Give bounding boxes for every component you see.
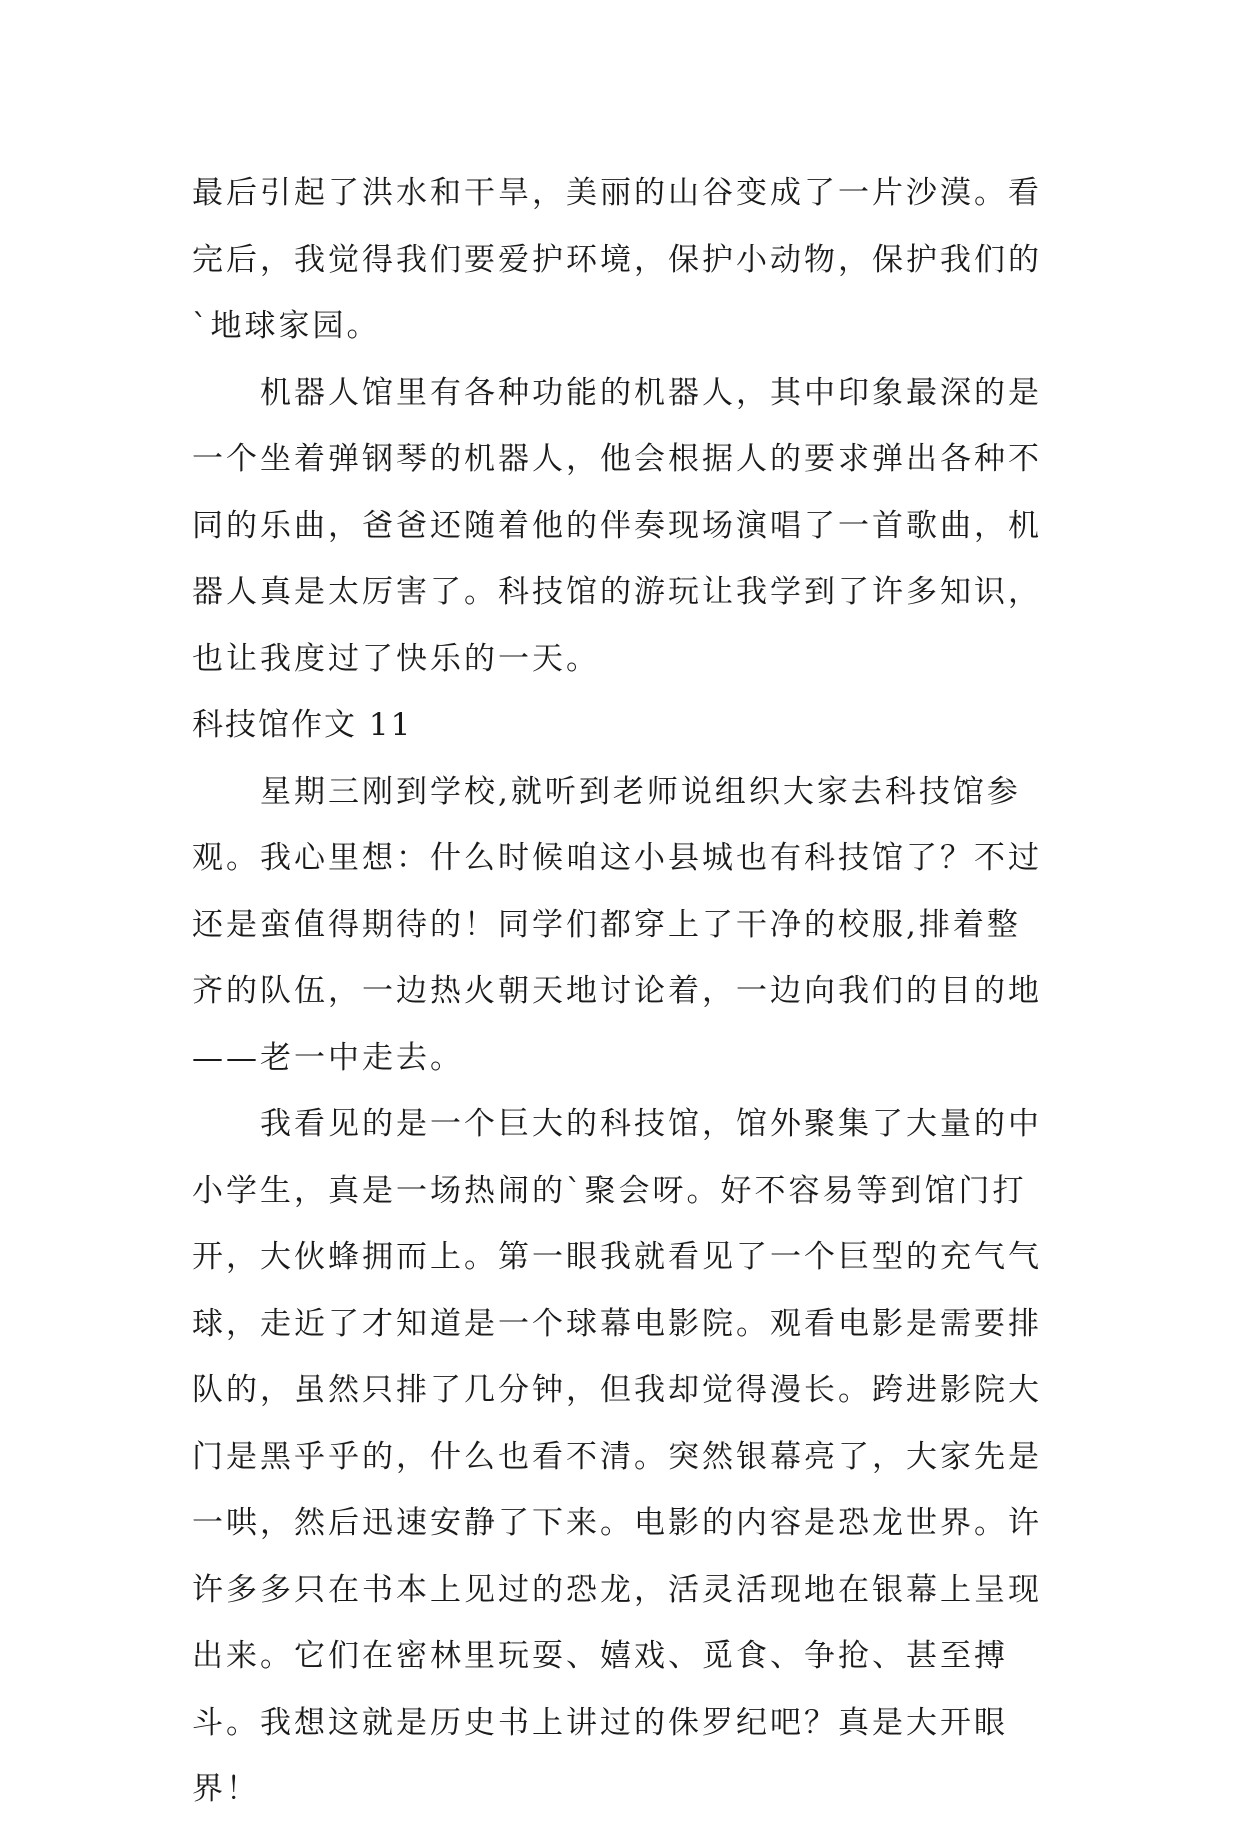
section-heading: 科技馆作文 11 bbox=[192, 707, 413, 743]
paragraph: 星期三刚到学校,就听到老师说组织大家去科技馆参观。我心里想：什么时候咱这小县城也有科技馆了？不过还是蛮值得期待的！同学们都穿上了干净的校服,排着整齐的队伍，一边热火朝天地讨论着，一边向我们的目的地——老一中走去。 bbox=[192, 773, 1042, 1076]
document-body bbox=[192, 160, 1052, 1823]
paragraph: 最后引起了洪水和干旱，美丽的山谷变成了一片沙漠。看完后，我觉得我们要爱护环境，保护小动物，保护我们的`地球家园。 bbox=[192, 175, 1042, 344]
paragraph: 机器人馆里有各种功能的机器人，其中印象最深的是一个坐着弹钢琴的机器人，他会根据人的要求弹出各种不同的乐曲，爸爸还随着他的伴奏现场演唱了一首歌曲，机器人真是太厉害了。科技馆的游玩让我学到了许多知识，也让我度过了快乐的一天。 bbox=[192, 374, 1042, 677]
paragraph: 我看见的是一个巨大的科技馆，馆外聚集了大量的中小学生，真是一场热闹的`聚会呀。好不容易等到馆门打开，大伙蜂拥而上。第一眼我就看见了一个巨型的充气气球，走近了才知道是一个球幕电影院。观看电影是需要排队的，虽然只排了几分钟，但我却觉得漫长。跨进影院大门是黑乎乎的，什么也看不清。突然银幕亮了，大家先是一哄，然后迅速安静了下来。电影的内容是恐龙世界。许许多多只在书本上见过的恐龙，活灵活现地在银幕上呈现出来。它们在密林里玩耍、嬉戏、觅食、争抢、甚至搏斗。我想这就是历史书上讲过的侏罗纪吧？真是大开眼界！ bbox=[192, 1106, 1042, 1807]
